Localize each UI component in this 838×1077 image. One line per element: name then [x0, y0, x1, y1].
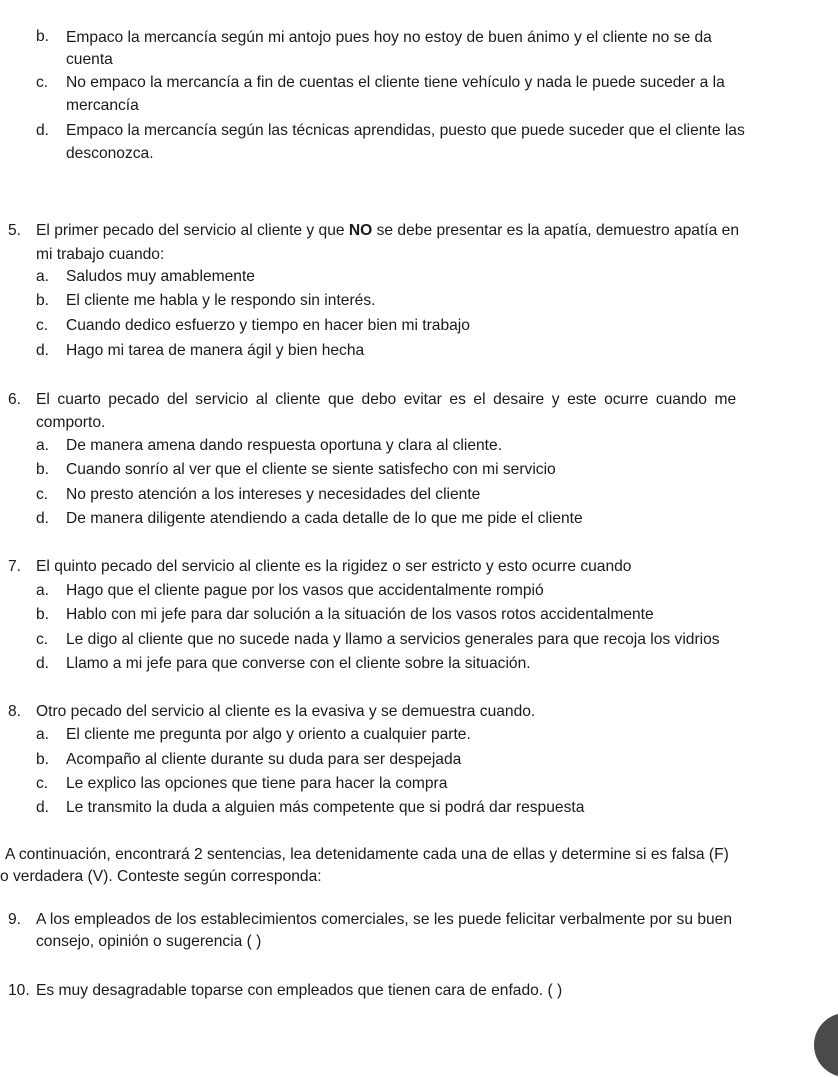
option-text: Le transmito la duda a alguien más competente que si podrá dar respuesta	[66, 799, 585, 816]
question-stem: El quinto pecado del servicio al cliente es la rigidez o ser estricto y esto ocurre cuando	[36, 558, 632, 575]
option-label: a.	[36, 582, 50, 599]
question-stem	[36, 222, 739, 240]
option-text	[66, 26, 826, 49]
option-text: Cuando dedico esfuerzo y tiempo en hacer bien mi trabajo	[66, 317, 470, 334]
option-label: d.	[36, 510, 50, 527]
instructions-line: A continuación, encontrará 2 sentencias, lea detenidamente cada una de ellas y determine si es falsa (F)	[5, 846, 729, 863]
option-text: Llamo a mi jefe para que converse con el cliente sobre la situación.	[66, 655, 531, 672]
option-text: El cliente me pregunta por algo y oriento a cualquier parte.	[66, 726, 471, 743]
question-stem-continuation: mi trabajo cuando:	[36, 246, 165, 263]
question-number: 6.	[8, 391, 22, 408]
question-number: 7.	[8, 558, 22, 575]
option-text: Hago que el cliente pague por los vasos que accidentalmente rompió	[66, 582, 544, 599]
option-label: d.	[36, 122, 50, 139]
option-label: d.	[36, 799, 50, 816]
option-label: c.	[36, 775, 49, 792]
stem-text: El primer pecado del servicio al cliente y que	[36, 222, 349, 239]
question-stem-continuation: consejo, opinión o sugerencia ( )	[36, 933, 262, 950]
question-number: 9.	[8, 911, 22, 928]
option-text: No empaco la mercancía a fin de cuentas el cliente tiene vehículo y nada le puede suceder a la	[66, 74, 725, 91]
question-stem-continuation: comporto.	[36, 414, 106, 431]
option-text: No presto atención a los intereses y necesidades del cliente	[66, 486, 481, 503]
option-text: Hago mi tarea de manera ágil y bien hecha	[66, 342, 365, 359]
page-corner-shadow	[814, 1013, 838, 1077]
question-number: 10.	[8, 982, 30, 999]
option-label: a.	[36, 437, 50, 454]
instructions-line: o verdadera (V). Conteste según corresponda:	[0, 868, 322, 885]
option-text: Empaco la mercancía según las técnicas aprendidas, puesto que puede suceder que el cliente las	[66, 122, 745, 139]
option-label: c.	[36, 631, 49, 648]
option-text: El cliente me habla y le respondo sin interés.	[66, 292, 376, 309]
option-label: d.	[36, 655, 50, 672]
question-stem: Otro pecado del servicio al cliente es la evasiva y se demuestra cuando.	[36, 703, 536, 720]
option-label: c.	[36, 74, 49, 91]
question-stem: A los empleados de los establecimientos comerciales, se les puede felicitar verbalmente por su buen	[36, 911, 733, 928]
option-label: b.	[36, 751, 50, 768]
option-label: b.	[36, 461, 50, 478]
option-text: De manera amena dando respuesta oportuna y clara al cliente.	[66, 437, 503, 454]
option-text: Le explico las opciones que tiene para hacer la compra	[66, 775, 448, 792]
stem-text: se debe presentar es la apatía, demuestro apatía en	[372, 222, 739, 239]
option-label: c.	[36, 486, 49, 503]
option-label: b.	[36, 606, 50, 623]
question-stem: Es muy desagradable toparse con empleados que tienen cara de enfado. ( )	[36, 982, 563, 999]
option-line: Empaco la mercancía según mi antojo pues hoy no estoy de buen ánimo y el cliente no se da	[66, 29, 712, 46]
option-text: De manera diligente atendiendo a cada detalle de lo que me pide el cliente	[66, 510, 583, 527]
option-text: Cuando sonrío al ver que el cliente se siente satisfecho con mi servicio	[66, 461, 556, 478]
option-text: Hablo con mi jefe para dar solución a la situación de los vasos rotos accidentalmente	[66, 606, 654, 623]
question-stem: El cuarto pecado del servicio al cliente que debo evitar es el desaire y este ocurre cuando me	[36, 391, 737, 408]
option-label: b.	[36, 292, 50, 309]
option-label: d.	[36, 342, 50, 359]
option-continuation: mercancía	[66, 97, 139, 114]
option-text: Saludos muy amablemente	[66, 268, 255, 285]
stem-emphasis: NO	[348, 222, 373, 239]
question-number: 8.	[8, 703, 22, 720]
option-label: b.	[36, 28, 50, 45]
option-text: Le digo al cliente que no sucede nada y llamo a servicios generales para que recoja los vidrios	[66, 631, 720, 648]
option-label: a.	[36, 268, 50, 285]
option-text: Acompaño al cliente durante su duda para ser despejada	[66, 751, 462, 768]
option-label: a.	[36, 726, 50, 743]
question-number: 5.	[8, 222, 22, 239]
option-continuation: desconozca.	[66, 145, 154, 162]
option-label: c.	[36, 317, 49, 334]
option-continuation: cuenta	[66, 51, 113, 68]
